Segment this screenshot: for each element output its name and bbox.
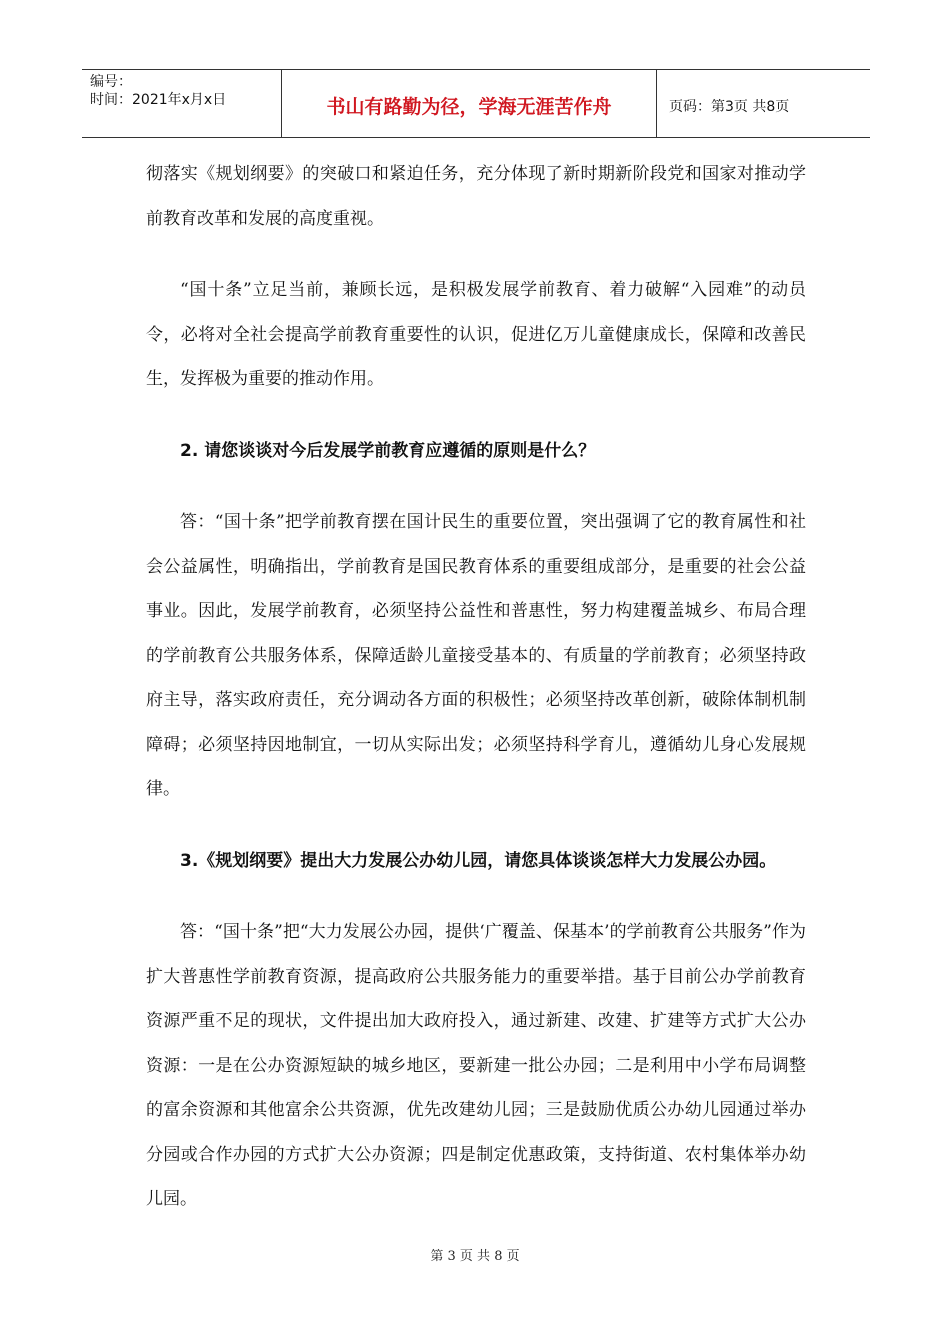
paragraph: “国十条”立足当前，兼顾长远，是积极发展学前教育、着力破解“入园难”的动员令，必将对全社会提高学前教育重要性的认识，促进亿万儿童健康成长，保障和改善民生，发挥极为重要的推动作用。 bbox=[146, 280, 806, 389]
document-body bbox=[146, 152, 806, 1222]
page-header bbox=[82, 69, 870, 138]
header-meta bbox=[82, 70, 282, 137]
paragraph-continued: 彻落实《规划纲要》的突破口和紧迫任务，充分体现了新时期新阶段党和国家对推动学前教育改革和发展的高度重视。 bbox=[146, 164, 806, 229]
question-2-heading: 2. 请您谈谈对今后发展学前教育应遵循的原则是什么？ bbox=[180, 440, 596, 461]
page-footer: 第 3 页 共 8 页 bbox=[430, 1249, 520, 1264]
answer-3-paragraph: 答：“国十条”把“大力发展公办园，提供‘广覆盖、保基本’的学前教育公共服务”作为扩大普惠性学前教育资源，提高政府公共服务能力的重要举措。基于目前公办学前教育资源严重不足的现状，文件提出加大政府投入，通过新建、改建、扩建等方式扩大公办资源：一是在公办资源短缺的城乡地区，要新建一批公办园；二是利用中小学布局调整的富余资源和其他富余公共资源，优先改建幼儿园；三是鼓励优质公办幼儿园通过举办分园或合作办园的方式扩大公办资源；四是制定优惠政策，支持街道、农村集体举办幼儿园。 bbox=[146, 922, 806, 1209]
header-motto: 书山有路勤为径，学海无涯苦作舟 bbox=[282, 70, 657, 137]
question-3-heading: 3.《规划纲要》提出大力发展公办幼儿园，请您具体谈谈怎样大力发展公办园。 bbox=[180, 850, 777, 871]
number-label: 编号： bbox=[90, 74, 132, 90]
time-label: 时间：2021年x月x日 bbox=[90, 92, 227, 108]
header-page-info: 页码：第3页 共8页 bbox=[669, 98, 790, 115]
answer-2-paragraph: 答：“国十条”把学前教育摆在国计民生的重要位置，突出强调了它的教育属性和社会公益属性，明确指出，学前教育是国民教育体系的重要组成部分，是重要的社会公益事业。因此，发展学前教育，必须坚持公益性和普惠性，努力构建覆盖城乡、布局合理的学前教育公共服务体系，保障适龄儿童接受基本的、有质量的学前教育；必须坚持政府主导，落实政府责任，充分调动各方面的积极性；必须坚持改革创新，破除体制机制障碍；必须坚持因地制宜，一切从实际出发；必须坚持科学育儿，遵循幼儿身心发展规律。 bbox=[146, 512, 806, 799]
